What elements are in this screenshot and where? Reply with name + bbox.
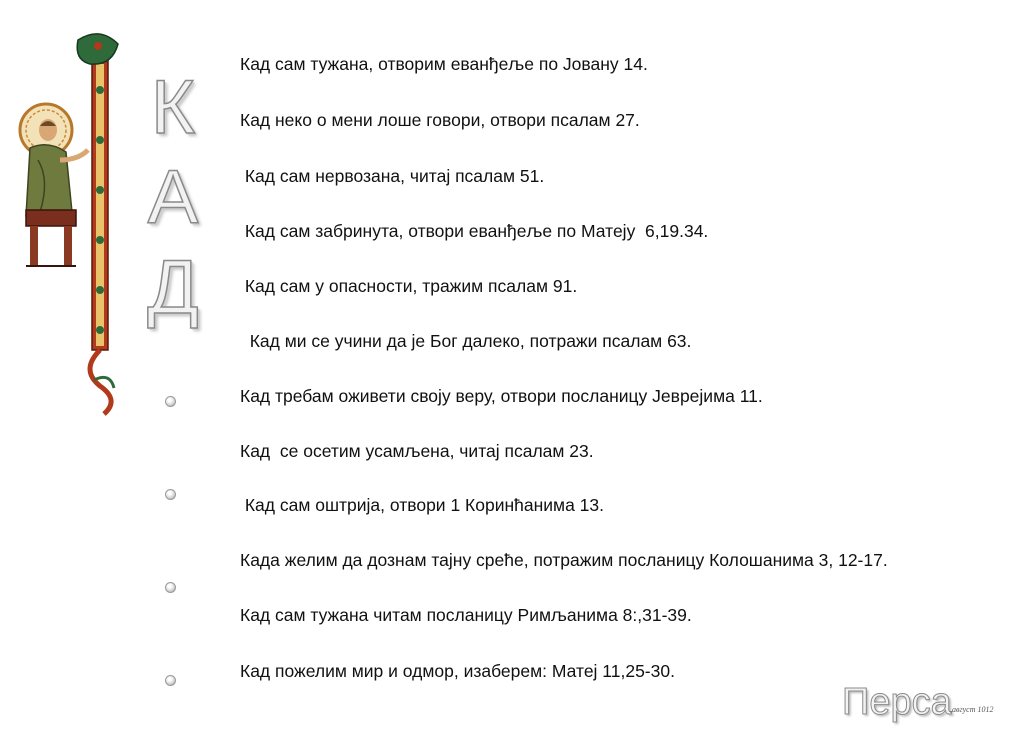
text-line: Кад сам оштрија, отвори 1 Коринћанима 13. [240, 495, 604, 515]
text-line: Кад пожелим мир и одмор, изаберем: Матеј 11,25-30. [240, 661, 675, 681]
text-line: Кад сам забринута, отвори еванђеље по Матеју 6,19.34. [240, 221, 709, 241]
decorative-dot [165, 396, 176, 407]
decorative-dot [165, 582, 176, 593]
text-line: Када желим да дознам тајну среће, потражим посланицу Колошанима 3, 12-17. [240, 550, 888, 570]
text-line: Кад требам оживети своју веру, отвори посланицу Јеврејима 11. [240, 386, 763, 406]
decorative-dot [165, 675, 176, 686]
title-letter-d: Д [147, 245, 199, 330]
illuminated-saint-illustration [8, 30, 128, 420]
text-line: Кад сам у опасности, тражим псалам 91. [240, 276, 578, 296]
text-line: Кад сам тужана читам посланицу Римљанима 8:,31-39. [240, 605, 692, 625]
text-line: Кад неко о мени лоше говори, отвори псалам 27. [240, 110, 640, 130]
text-line: Кад ми се учини да је Бог далеко, потражи псалам 63. [240, 331, 692, 351]
signature-date: ,август 1012 [950, 705, 994, 714]
text-line: Кад сам нервозана, читај псалам 51. [240, 166, 545, 186]
text-line: Кад сам тужана, отворим еванђеље по Јовану 14. [240, 54, 648, 74]
signature-name: Перса [842, 681, 952, 723]
decorative-dot [165, 489, 176, 500]
title-letter-a: А [147, 155, 199, 240]
text-line: Кад се осетим усамљена, читај псалам 23. [240, 441, 594, 461]
title-letter-k: К [150, 65, 196, 150]
